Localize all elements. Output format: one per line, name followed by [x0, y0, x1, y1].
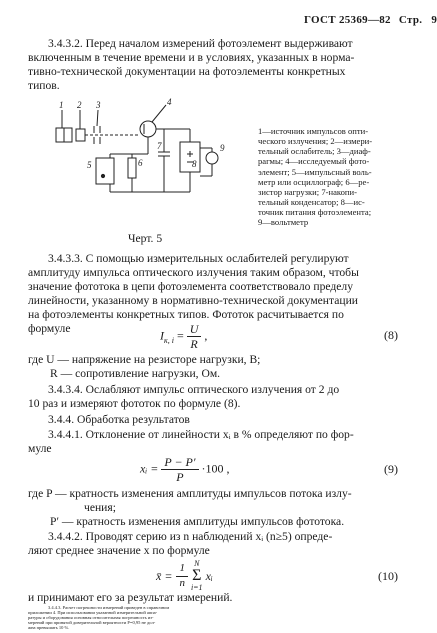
legend-line: 1—источник импульсов опти-	[258, 126, 369, 136]
text-line: мерений при принятой доверительной вероятности P=0,95 не дол-	[28, 620, 156, 625]
text-line: линейности, указанному в нормативно-технической документации	[28, 293, 358, 307]
eq10-sum-lower: i=1	[190, 583, 203, 592]
photoelement-4	[140, 121, 156, 137]
text-line: жна превышать 10 %.	[28, 625, 70, 630]
sigma-icon: Σ	[192, 567, 202, 584]
where-block-9	[28, 487, 398, 529]
equation-number-9: (9)	[384, 462, 398, 476]
legend-line: тельный ослабитель; 3—диаф-	[258, 146, 371, 157]
figure-caption: Черт. 5	[128, 232, 163, 245]
text-line: включенным в течение времени и в условиях, указанных в норма-	[28, 50, 355, 64]
eq8-denominator: R	[190, 337, 198, 352]
voltmeter-9	[206, 152, 218, 164]
text-line: тивно-технической документации на фотоэлементы конкретных	[28, 64, 346, 78]
text-line: типов.	[28, 78, 60, 92]
standard-code: ГОСТ 25369—82	[304, 14, 391, 26]
eq8-tail: ,	[204, 328, 208, 343]
text-line: 3.4.3.3. С помощью измерительных ослабителей регулируют	[48, 252, 349, 265]
text-line: 10 раз и измеряют фототок по формуле (8).	[28, 396, 241, 410]
eq9-fraction	[161, 455, 198, 485]
eq10-lhs: x̄ =	[156, 568, 173, 583]
paragraph-3-4-3-2	[28, 37, 398, 93]
figure-label-5: 5	[87, 160, 92, 170]
figure-label-3: 3	[96, 100, 101, 110]
equation-9	[140, 455, 230, 485]
eq9-tail: ·100 ,	[201, 461, 230, 476]
eq10-numerator: 1	[176, 562, 188, 576]
eq10-fraction	[176, 562, 188, 589]
equation-number-8: (8)	[384, 328, 398, 342]
figure-label-9: 9	[220, 143, 225, 153]
eq10-term: xᵢ	[205, 568, 213, 583]
text-line: 3.4.3.2. Перед началом измерений фотоэлемент выдерживают	[48, 37, 353, 50]
figure-label-8: 8	[192, 159, 197, 169]
legend-line: точник питания фотоэлемента;	[258, 207, 372, 218]
text-line: ратуры и оборудования основная относительная погрешность из-	[28, 615, 154, 620]
where-block-8	[28, 353, 398, 381]
text-line: амплитуду импульса оптического излучения таким образом, чтобы	[28, 265, 359, 279]
text-line: 3.4.4.3. Расчет погрешности измерений приведен в справочном	[48, 605, 170, 610]
attenuator-2	[76, 129, 85, 141]
legend-line: тельный конденсатор; 8—ис-	[258, 196, 365, 207]
text-line: значение фототока в цепи фотоэлемента соответствовало пределу	[28, 279, 353, 293]
legend-line: зистор нагрузки; 7-накопи-	[258, 186, 357, 197]
text-line: где U — напряжение на резисторе нагрузки, В;	[28, 353, 261, 366]
eq9-denominator: P	[176, 470, 184, 485]
figure-label-7: 7	[157, 141, 162, 151]
eq10-sum	[191, 560, 203, 592]
text-line: P′ — кратность изменения амплитуды импульсов фототока.	[50, 514, 345, 528]
text-line: 3.4.4.2. Проводят серию из n наблюдений xᵢ (n≥5) опреде-	[48, 530, 333, 543]
legend-line: ческого излучения; 2—измери-	[258, 136, 373, 147]
page-number: 9	[431, 14, 437, 26]
text-line: формуле	[28, 321, 71, 335]
paragraph-3-4-3-4	[28, 383, 398, 411]
text-line: чения;	[84, 500, 116, 514]
eq10-denominator: n	[179, 576, 185, 589]
paragraph-3-4-4-2-end: и принимают его за результат измерений.	[28, 591, 233, 604]
figure-label-6: 6	[138, 158, 143, 168]
paragraph-3-4-3-3	[28, 252, 398, 335]
resistor-6	[128, 158, 136, 178]
paragraph-3-4-4-3	[28, 605, 398, 630]
figure-legend	[258, 126, 372, 227]
text-line: R — сопротивление нагрузки, Ом.	[50, 366, 221, 380]
eq9-lhs: xᵢ =	[140, 461, 159, 476]
page-label: Стр.	[398, 14, 423, 26]
equation-10	[156, 560, 213, 592]
eq8-numerator: U	[187, 322, 202, 337]
legend-line: метр или осциллограф; 6—ре-	[258, 176, 370, 187]
text-line: ляют среднее значение x по формуле	[28, 543, 210, 557]
circuit-diagram	[40, 96, 230, 208]
text-line: муле	[28, 441, 52, 455]
paragraph-3-4-4-1	[28, 428, 398, 456]
text-line: 3.4.3.4. Ослабляют импульс оптического излучения от 2 до	[48, 383, 340, 396]
eq8-subscript: к, i	[164, 336, 174, 346]
eq8-fraction	[187, 322, 202, 352]
text-line: приложении 4. При использовании указанной измерительной аппа-	[28, 610, 158, 615]
figure-label-4: 4	[167, 97, 172, 107]
legend-line: рагмы; 4—исследуемый фото-	[258, 156, 370, 167]
page-header	[304, 14, 437, 27]
text-line: 3.4.4.1. Отклонение от линейности xᵢ в % определяют по фор-	[48, 428, 354, 441]
text-line: на фотоэлементы конкретных типов. Фототок расчитывается по	[28, 307, 344, 321]
legend-line: элемент; 5—импульсный воль-	[258, 166, 372, 177]
text-line: где P — кратность изменения амплитуды импульсов потока излу-	[28, 487, 352, 500]
figure-label-1: 1	[59, 100, 64, 110]
legend-line: 9—вольтметр	[258, 217, 309, 228]
equation-8: $I_{к, i}$ = $\frac{U}{R}$ ,	[160, 322, 208, 352]
section-heading-3-4-4: 3.4.4. Обработка результатов	[48, 413, 190, 426]
paragraph-3-4-4-2	[28, 530, 398, 558]
figure-label-2: 2	[77, 100, 82, 110]
pulse-voltmeter-5	[96, 158, 114, 184]
eq8-lhs: I	[160, 328, 164, 343]
light-source-1	[56, 128, 64, 142]
eq9-numerator: P − P′	[161, 455, 198, 470]
equation-number-10: (10)	[378, 569, 398, 583]
eq10-sum-upper: N	[194, 559, 200, 568]
